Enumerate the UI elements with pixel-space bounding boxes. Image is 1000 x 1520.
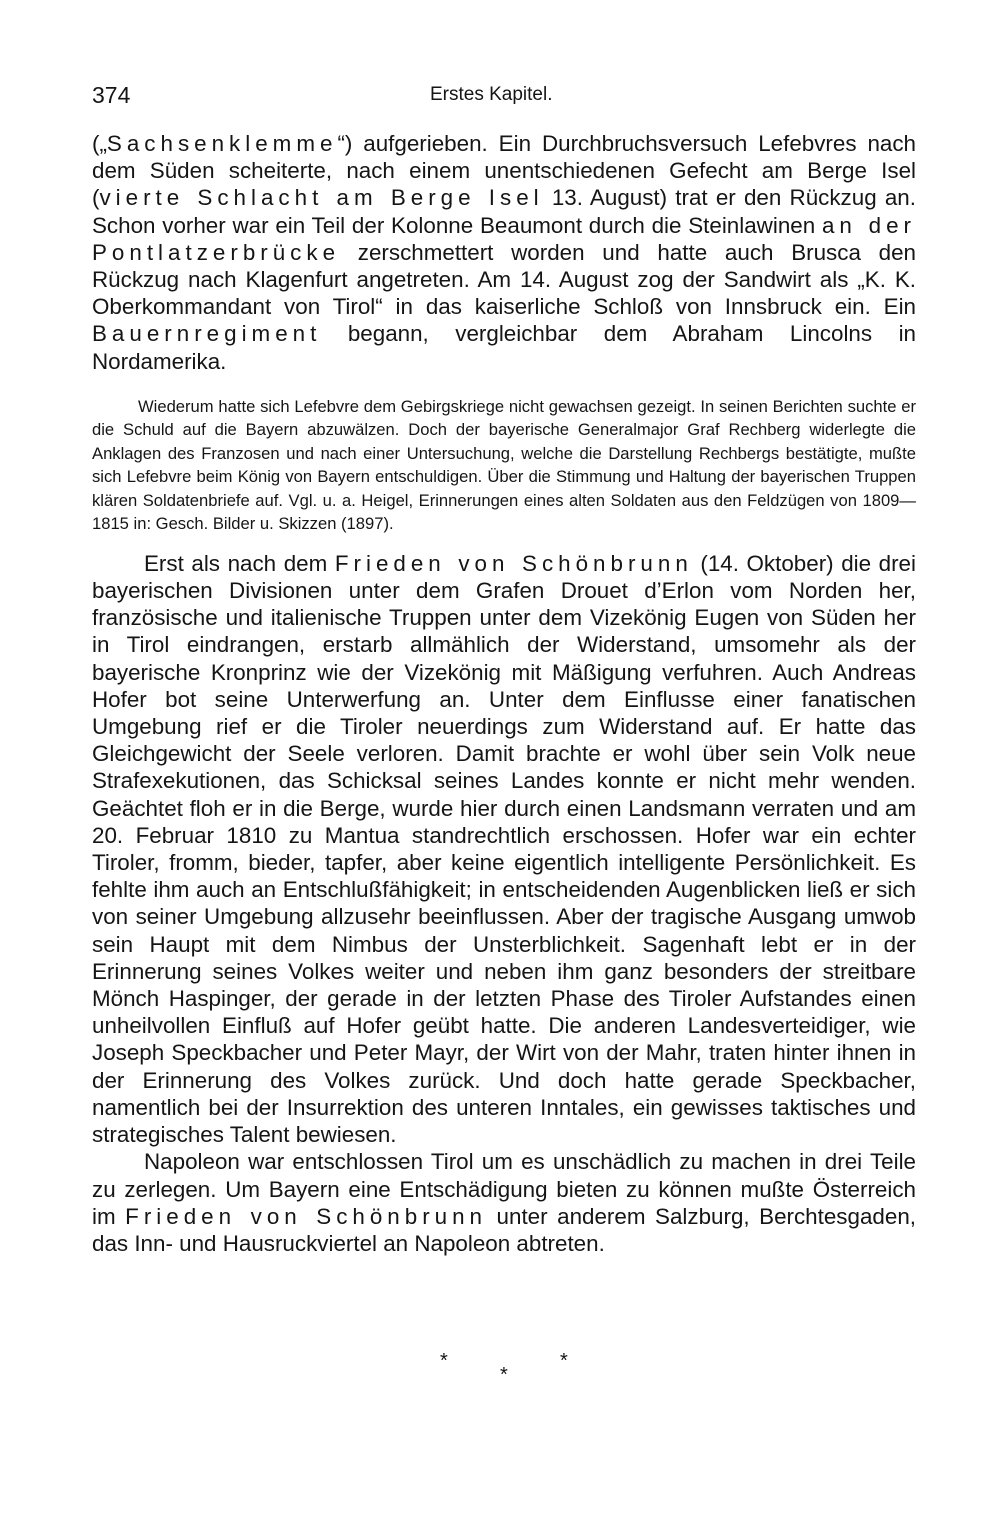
spaced-text: Sachsenklemme bbox=[106, 131, 338, 156]
running-title: Erstes Kapitel. bbox=[430, 84, 553, 105]
section-break bbox=[430, 1350, 580, 1390]
asterisk: * bbox=[440, 1350, 448, 1372]
spaced-text: Bauernregiment bbox=[92, 321, 322, 347]
text-run: Erst als nach dem bbox=[144, 550, 335, 576]
spaced-text: Frieden von Schönbrunn bbox=[334, 550, 693, 576]
spaced-text: vierte Schlacht am Berge Isel bbox=[99, 185, 544, 211]
text-run: Napoleon war entschlossen Tirol um es unschädlich zu machen in drei Teile zu zerlegen. Um Bayern eine Entschädigung bieten zu können mußte Österreich im bbox=[92, 1149, 916, 1229]
text-run: zerschmettert worden und hatte auch Brusca den Rückzug nach Klagenfurt angetreten. Am 14. August zog der Sandwirt als „K. K. Oberkommandant von Tirol“ in das kaiserliche Schloß von Innsbruck ein. Ein bbox=[92, 239, 916, 320]
text-run: begann, vergleichbar dem Abraham Lincolns in Nordamerika. bbox=[92, 321, 916, 374]
asterisk: * bbox=[560, 1350, 568, 1372]
page-header bbox=[0, 82, 1000, 116]
asterisk: * bbox=[500, 1364, 508, 1386]
text-run: “) aufgerieben. Ein Durchbruchsversuch Lefebvres nach dem Süden scheiterte, nach einem unentschiedenen Gefecht am Berge Isel ( bbox=[92, 131, 916, 211]
text-run: (14. Oktober) die drei bayerischen Divisionen unter dem Grafen Drouet d’Erlon vom Norden her, französische und italienische Truppen unter dem Vizekönig Eugen von Süden her in Tirol eindrangen, erstarb allmählich der Widerstand, umsomehr als der bayerische Kronprinz wie der Vizekönig mit Mäßigung verfuhren. Auch Andreas Hofer bot seine Unterwerfung an. Unter dem Einflusse einer fanatischen Umgebung rief er die Tiroler neuerdings zum Widerstand auf. Er hatte das Gleichgewicht der Seele verloren. Damit brachte er wohl über sein Volk neue Strafexekutionen, das Schicksal seines Landes konnte er nicht mehr wenden. Geächtet floh er in die Berge, wurde hier durch einen Landsmann verraten und am 20. Februar 1810 zu Mantua standrechtlich erschossen. Hofer war ein echter Tiroler, fromm, bieder, tapfer, aber keine eigentlich intelligente Persönlichkeit. Es fehlte ihm auch an Entschlußfähigkeit; in entscheidenden Augenblicken ließ er sich von seiner Umgebung allzusehr beeinflussen. Aber der tragische Ausgang umwob sein Haupt mit dem Nimbus der Unsterblichkeit. Sagenhaft lebt er in der Erinnerung seines Volkes weiter und neben ihm ganz besonders der streitbare Mönch Haspinger, der gerade in der letzten Phase des Tiroler Aufstandes einen unheilvollen Einfluß auf Hofer geübt hatte. Die anderen Landesverteidiger, wie Joseph Speckbacher und Peter Mayr, der Wirt von der Mahr, traten hinter ihnen in der Erinnerung des Volkes zurück. Und doch hatte gerade Speckbacher, namentlich bei der Insurrektion des unteren Inntales, ein gewisses taktisches und strategisches Talent bewiesen. bbox=[92, 550, 916, 1148]
footnote: Wiederum hatte sich Lefebvre dem Gebirgskriege nicht gewachsen gezeigt. In seinen Berichten suchte er die Schuld auf die Bayern abzuwälzen. Doch der bayerische Generalmajor Graf Rechberg widerlegte die Anklagen des Franzosen und nach einer Untersuchung, welche die Darstellung Rechbergs bestätigte, mußte sich Lefebvre beim König von Bayern entschuldigen. Über die Stimmung und Haltung der bayerischen Truppen klären Soldatenbriefe auf. Vgl. u. a. Heigel, Erinnerungen eines alten Soldaten aus den Feldzügen von 1809—1815 in: Gesch. Bilder u. Skizzen (1897). bbox=[92, 396, 916, 534]
paragraph-1 bbox=[92, 130, 916, 375]
text-run: unter anderem Salzburg, Berchtesgaden, das Inn- und Hausruckviertel an Napoleon abtreten. bbox=[92, 1203, 916, 1256]
spaced-text: Frieden von Schönbrunn bbox=[125, 1203, 488, 1229]
page-body bbox=[92, 130, 916, 1257]
spaced-text: an der Pontlatzerbrücke bbox=[92, 212, 916, 265]
text-run: 13. August) trat er den Rückzug an. Schon vorher war ein Teil der Kolonne Beaumont durch die Steinlawinen bbox=[92, 185, 916, 238]
page-number: 374 bbox=[92, 82, 131, 108]
text-run: („ bbox=[92, 131, 107, 156]
paragraph-2 bbox=[92, 550, 916, 1148]
paragraph-3 bbox=[92, 1148, 916, 1257]
